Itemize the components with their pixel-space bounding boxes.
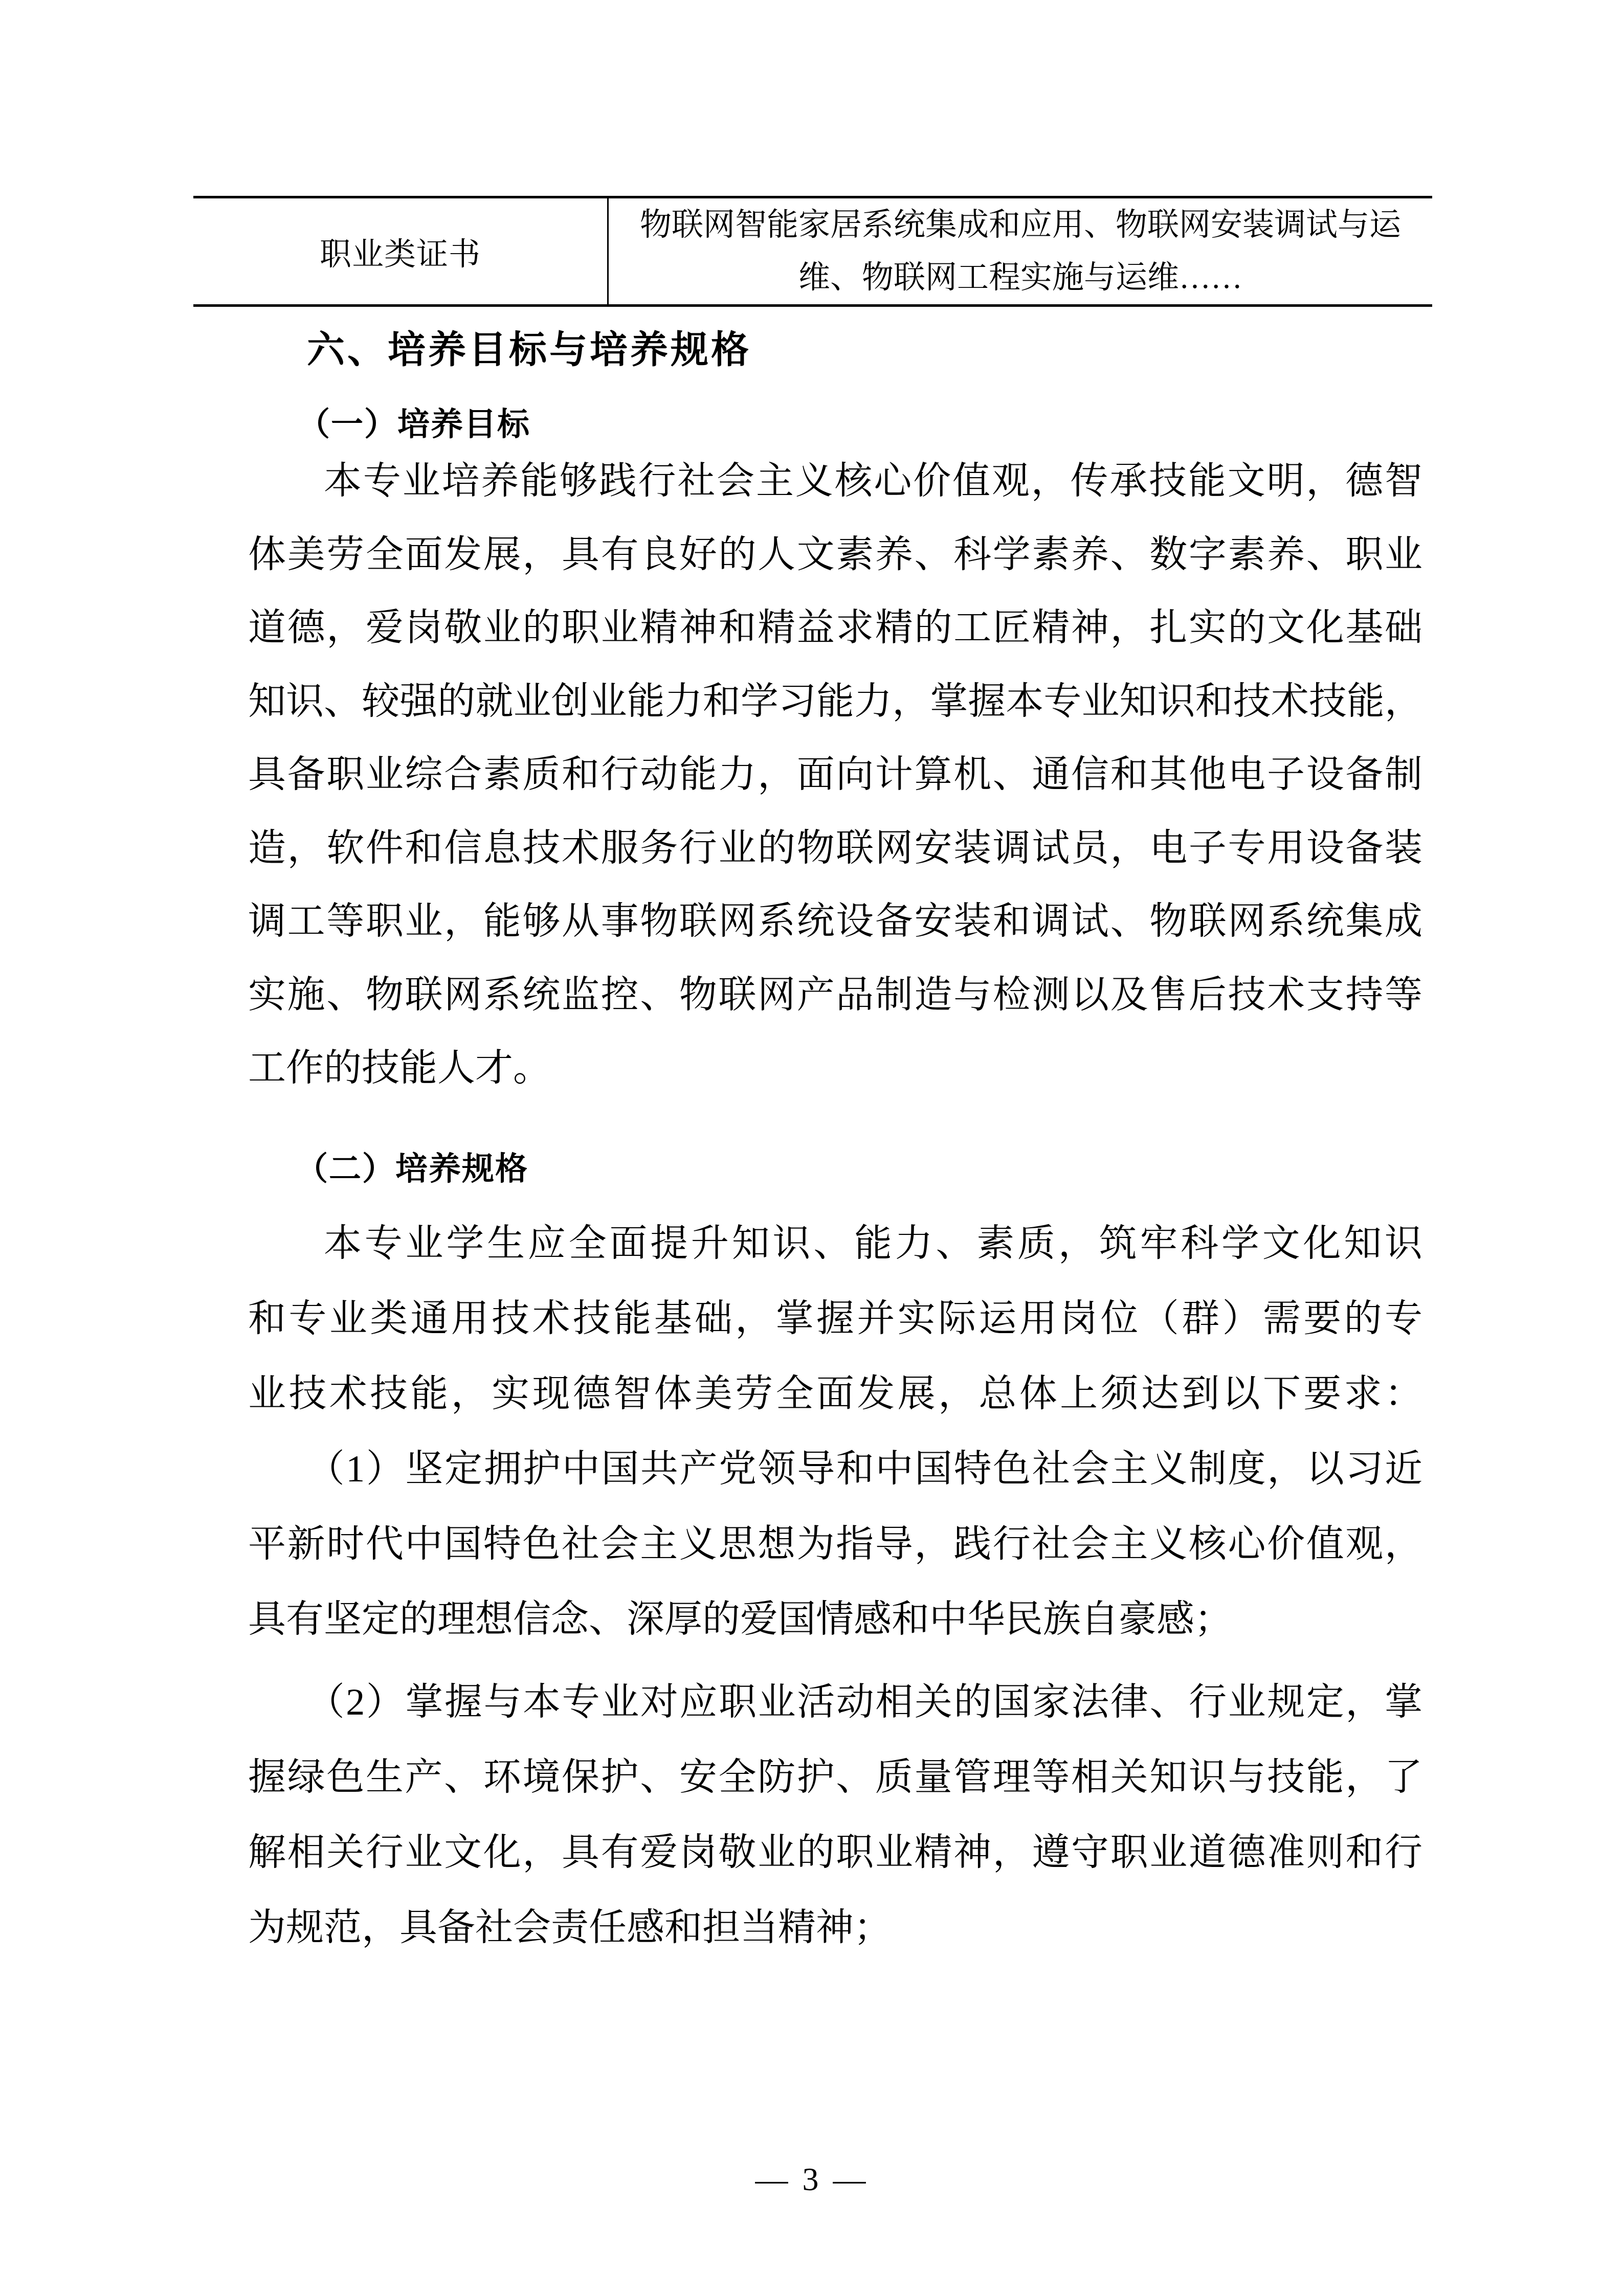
table-content-line: 维、物联网工程实施与运维…… [798,260,1242,295]
paragraph-line: 本专业培养能够践行社会主义核心价值观，传承技能文明，德智 [324,460,1422,502]
subsection-heading-training-objective: （一）培养目标 [298,407,530,442]
training-specification-item-1 [248,1432,1422,1657]
paragraph-line: 和专业类通用技术技能基础，掌握并实际运用岗位（群）需要的专 [248,1298,1422,1340]
table-row-certificate-list [609,198,1432,304]
paragraph-line: 本专业学生应全面提升知识、能力、素质，筑牢科学文化知识 [324,1223,1422,1265]
table-row-header-certificate-type: 职业类证书 [193,198,609,304]
paragraph-line: 调工等职业，能够从事物联网系统设备安装和调试、物联网系统集成 [248,901,1422,942]
paragraph-line: 具备职业综合素质和行动能力，面向计算机、通信和其他电子设备制 [248,754,1422,796]
paragraph-line: 工作的技能人才。 [248,1047,551,1089]
training-specification-intro-paragraph [248,1206,1422,1432]
paragraph-line: （1）坚定拥护中国共产党领导和中国特色社会主义制度，以习近 [306,1448,1422,1490]
paragraph-line: 造，软件和信息技术服务行业的物联网安装调试员，电子专用设备装 [248,827,1422,869]
subsection-heading-training-specification: （二）培养规格 [296,1151,528,1187]
paragraph-line: 知识、较强的就业创业能力和学习能力，掌握本专业知识和技术技能， [248,680,1422,723]
paragraph-line: 平新时代中国特色社会主义思想为指导，践行社会主义核心价值观， [248,1523,1422,1565]
training-objective-paragraph [248,445,1422,1106]
page-number: — 3 — [755,2161,869,2197]
section-heading-training-goals: 六、培养目标与培养规格 [307,328,751,371]
paragraph-line: 解相关行业文化，具有爱岗敬业的职业精神，遵守职业道德准则和行 [248,1832,1422,1874]
paragraph-line: 体美劳全面发展，具有良好的人文素养、科学素养、数字素养、职业 [248,533,1422,576]
certificates-table [193,196,1432,307]
paragraph-line: 道德，爱岗敬业的职业精神和精益求精的工匠精神，扎实的文化基础 [248,607,1422,649]
paragraph-line: 实施、物联网系统监控、物联网产品制造与检测以及售后技术支持等 [248,974,1422,1016]
paragraph-line: 握绿色生产、环境保护、安全防护、质量管理等相关知识与技能，了 [248,1757,1422,1798]
paragraph-line: 具有坚定的理想信念、深厚的爱国情感和中华民族自豪感； [248,1599,1232,1640]
table-content-line: 物联网智能家居系统集成和应用、物联网安装调试与运 [639,207,1401,242]
paragraph-line: 业技术技能，实现德智体美劳全面发展，总体上须达到以下要求： [248,1373,1422,1415]
paragraph-line: 为规范，具备社会责任感和担当精神； [248,1907,892,1949]
training-specification-item-2 [248,1665,1422,1966]
paragraph-line: （2）掌握与本专业对应职业活动相关的国家法律、行业规定，掌 [306,1681,1422,1723]
